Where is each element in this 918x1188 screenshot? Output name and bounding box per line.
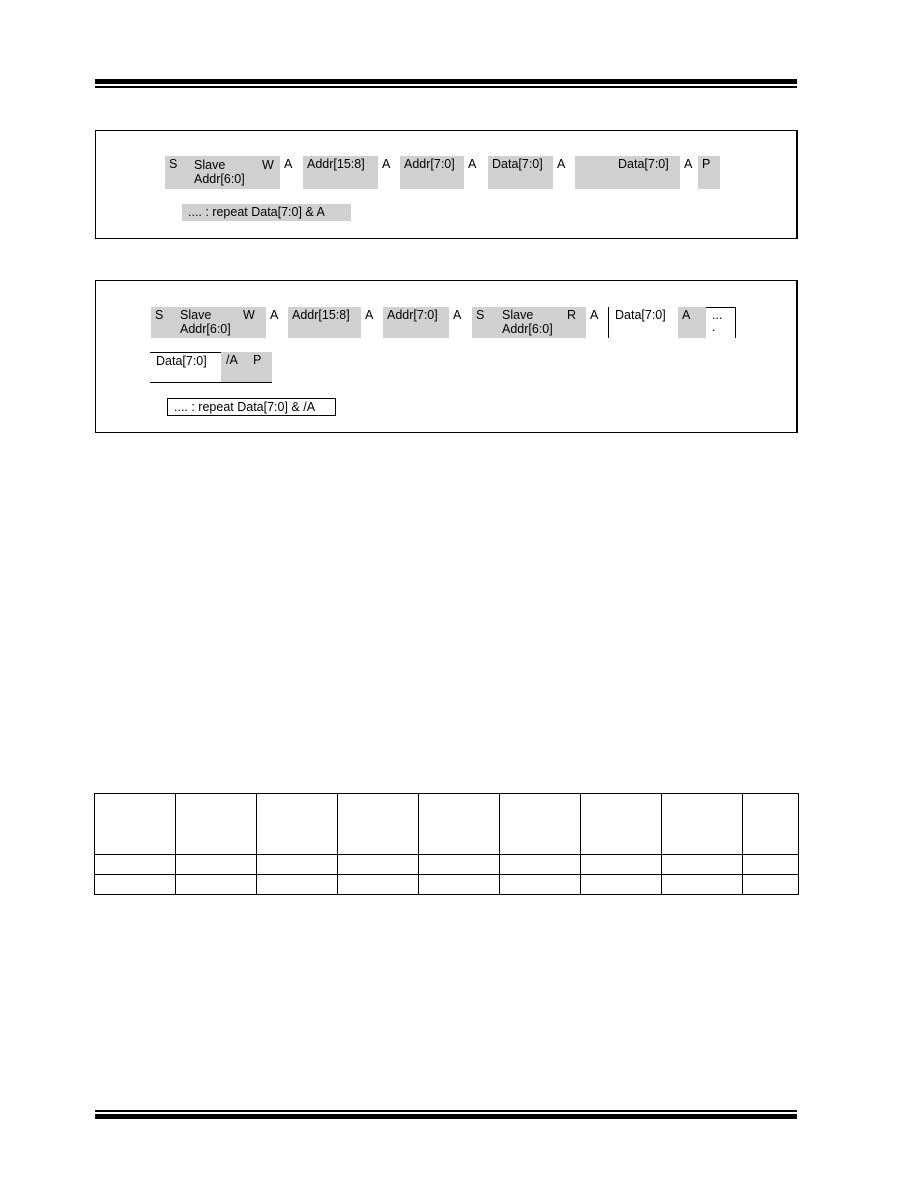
table-cell [257, 794, 338, 855]
table-cell [581, 794, 662, 855]
ack-cell: A [266, 307, 288, 338]
slave-addr-cell [174, 307, 239, 338]
ack-cell: A [361, 307, 383, 338]
table-cell [95, 875, 176, 895]
header-rule [95, 79, 797, 84]
table-cell [581, 855, 662, 875]
ack-cell: A [449, 307, 472, 338]
footer-rule [95, 1114, 797, 1119]
table-cell [662, 875, 743, 895]
table-cell [662, 855, 743, 875]
slave-addr-bits: Addr[6:0] [180, 322, 231, 336]
table-header-row [95, 794, 799, 855]
table-cell [95, 794, 176, 855]
read-bit-cell: R [563, 307, 586, 338]
repeated-start-cell: S [472, 307, 496, 338]
addr-low-cell: Addr[7:0] [383, 307, 449, 338]
data-cell: Data[7:0] [150, 352, 221, 383]
table-cell [95, 855, 176, 875]
read-sequence-row1 [151, 307, 736, 338]
table-cell [338, 875, 419, 895]
table-cell [257, 855, 338, 875]
repeat-gap-cell [575, 156, 612, 189]
start-bit-cell: S [165, 156, 188, 189]
slave-addr-label: Slave [194, 158, 226, 172]
slave-addr-bits: Addr[6:0] [194, 172, 245, 186]
empty-table [94, 793, 799, 895]
slave-addr-cell [496, 307, 563, 338]
table-cell [176, 794, 257, 855]
data-cell: Data[7:0] [612, 156, 680, 189]
ack-cell: A [680, 156, 698, 189]
table-cell [500, 794, 581, 855]
table-row [95, 855, 799, 875]
table-cell [338, 794, 419, 855]
start-bit-cell: S [151, 307, 174, 338]
table-cell [176, 875, 257, 895]
table-cell [581, 875, 662, 895]
ack-cell: A [678, 307, 706, 338]
repeat-note: .... : repeat Data[7:0] & A [182, 204, 351, 221]
data-cell: Data[7:0] [488, 156, 553, 189]
ack-cell: A [553, 156, 575, 189]
table-cell [743, 794, 799, 855]
table-cell [419, 794, 500, 855]
table-cell [500, 855, 581, 875]
ack-cell: A [280, 156, 303, 189]
table-cell [743, 875, 799, 895]
ack-cell: A [586, 307, 608, 338]
footer-rule-thin [95, 1110, 797, 1112]
ack-cell: A [378, 156, 400, 189]
table-cell [500, 875, 581, 895]
ack-cell: A [464, 156, 488, 189]
header-rule-thin [95, 86, 797, 88]
write-bit-cell: W [239, 307, 266, 338]
table-cell [662, 794, 743, 855]
addr-low-cell: Addr[7:0] [400, 156, 464, 189]
slave-addr-bits: Addr[6:0] [502, 322, 553, 336]
slave-addr-label: Slave [502, 308, 534, 322]
table-cell [419, 855, 500, 875]
nack-cell: /A [221, 352, 248, 383]
table-cell [419, 875, 500, 895]
write-bit: W [262, 158, 274, 172]
slave-addr-cell [188, 156, 280, 189]
table-cell [743, 855, 799, 875]
table-cell [257, 875, 338, 895]
slave-addr-label: Slave [180, 308, 212, 322]
stop-bit-cell: P [698, 156, 720, 189]
stop-bit-cell: P [248, 352, 272, 383]
ellipsis: ... [712, 308, 723, 322]
continuation-cell [706, 307, 736, 338]
read-sequence-row2 [150, 352, 272, 383]
ellipsis-dot: . [712, 320, 716, 334]
addr-high-cell: Addr[15:8] [303, 156, 378, 189]
table-cell [338, 855, 419, 875]
data-cell: Data[7:0] [608, 307, 678, 338]
table-cell [176, 855, 257, 875]
repeat-note: .... : repeat Data[7:0] & /A [167, 398, 336, 416]
addr-high-cell: Addr[15:8] [288, 307, 361, 338]
table-row [95, 875, 799, 895]
write-sequence [165, 156, 720, 189]
